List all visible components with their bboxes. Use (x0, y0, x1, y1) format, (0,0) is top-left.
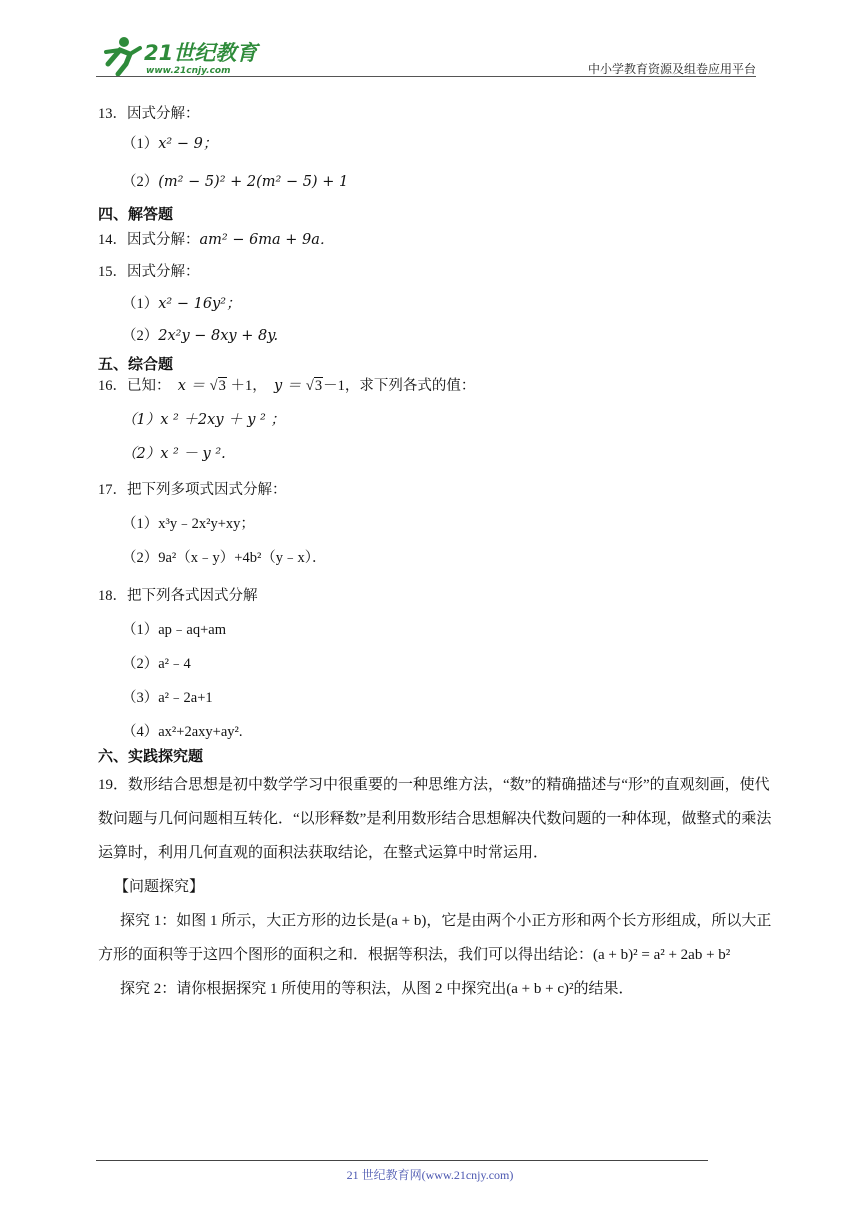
logo-text: 21世纪教育 (144, 41, 258, 65)
q15-part1 (98, 294, 778, 326)
q16-sqrt3-a: 3 (218, 378, 226, 394)
footer-divider (96, 1160, 708, 1161)
q18-part3: （3）a²﹣2a+1 (122, 690, 213, 706)
q13-part1 (98, 134, 778, 166)
q16-x-tail: ＋1， (226, 378, 267, 394)
q15-part2-expr: 2x²y − 8xy + 8y. (158, 328, 279, 344)
q17-part1: （1）x³y﹣2x²y+xy； (122, 516, 255, 532)
q16-part2: （2）x ² － y ². (122, 446, 226, 462)
q17-part2: （2）9a²（x﹣y）+4b²（y﹣x）． (122, 550, 327, 566)
header-platform-text: 中小学教育资源及组卷应用平台 (587, 62, 756, 76)
q15-part1-expr: x² − 16y²； (158, 296, 241, 312)
q18-part1: （1）ap﹣aq+am (122, 622, 227, 638)
q13-part2-expr: (m² − 5)² + 2(m² − 5) + 1 (158, 174, 349, 190)
21cnjy-logo (96, 34, 266, 78)
q13-part2 (98, 166, 778, 204)
q14-stem: 14．因式分解： (98, 232, 200, 248)
header-divider (96, 76, 756, 77)
q13-stem: 13．因式分解： (98, 106, 200, 122)
q18-part4: （4）ax²+2axy+ay². (122, 724, 243, 740)
footer-text: 21 世纪教育网(www.21cnjy.com) (346, 1168, 514, 1182)
q16-part1: （1）x ² ＋2xy ＋ y ² ； (122, 412, 285, 428)
page-header (96, 34, 756, 80)
q19-explore1: 探究 1：如图 1 所示，大正方形的边长是(a + b)，它是由两个小正方形和两个长方形组成，所以大正方形的面积等于这四个图形的面积之和．根据等积法，我们可以得出结论：(a + b)² = a² + 2ab + b² (98, 913, 772, 963)
q15-stem: 15．因式分解： (98, 264, 200, 280)
q18-stem: 18．把下列各式因式分解 (98, 588, 258, 604)
q13-part2-label: （2） (122, 174, 159, 190)
q15-part2 (98, 326, 778, 354)
exam-content (98, 104, 778, 1006)
q19-intro: 19．数形结合思想是初中数学学习中很重要的一种思维方法，“数”的精确描述与“形”的直观刻画，使代数问题与几何问题相互转化．“以形释数”是利用数形结合思想解决代数问题的一种体现，做整式的乘法运算时，利用几何直观的面积法获取结论，在整式运算中时常运用． (98, 777, 772, 861)
q14 (98, 230, 778, 262)
section-4-heading: 四、解答题 (98, 205, 174, 223)
q17-stem: 17．把下列多项式因式分解： (98, 482, 287, 498)
q16-stem-label: 16．已知： (98, 378, 171, 394)
section-6-heading: 六、实践探究题 (98, 747, 204, 765)
q16-x-def: x ＝ (177, 378, 210, 394)
q14-expr: am² − 6ma + 9a． (199, 232, 335, 248)
q16-y-tail: －1，求下列各式的值： (323, 378, 476, 394)
q16-y-def: y ＝ (274, 378, 306, 394)
q13-part1-expr: x² − 9； (158, 136, 218, 152)
q19-explore2: 探究 2：请你根据探究 1 所使用的等积法，从图 2 中探究出(a + b + c)²的结果． (120, 981, 634, 997)
q16-sqrt3-b: 3 (314, 378, 323, 394)
q13-part1-label: （1） (122, 136, 159, 152)
section-5-heading: 五、综合题 (98, 355, 174, 373)
q15-part2-label: （2） (122, 328, 159, 344)
q18-part2: （2）a²﹣4 (122, 656, 191, 672)
q19-heading: 【问题探究】 (114, 879, 205, 895)
q16-stem: 16．已知： x ＝ √3 ＋1， y ＝ √3－1，求下列各式的值： (98, 378, 476, 394)
logo-url: www.21cnjy.com (146, 66, 231, 76)
q15-part1-label: （1） (122, 296, 159, 312)
